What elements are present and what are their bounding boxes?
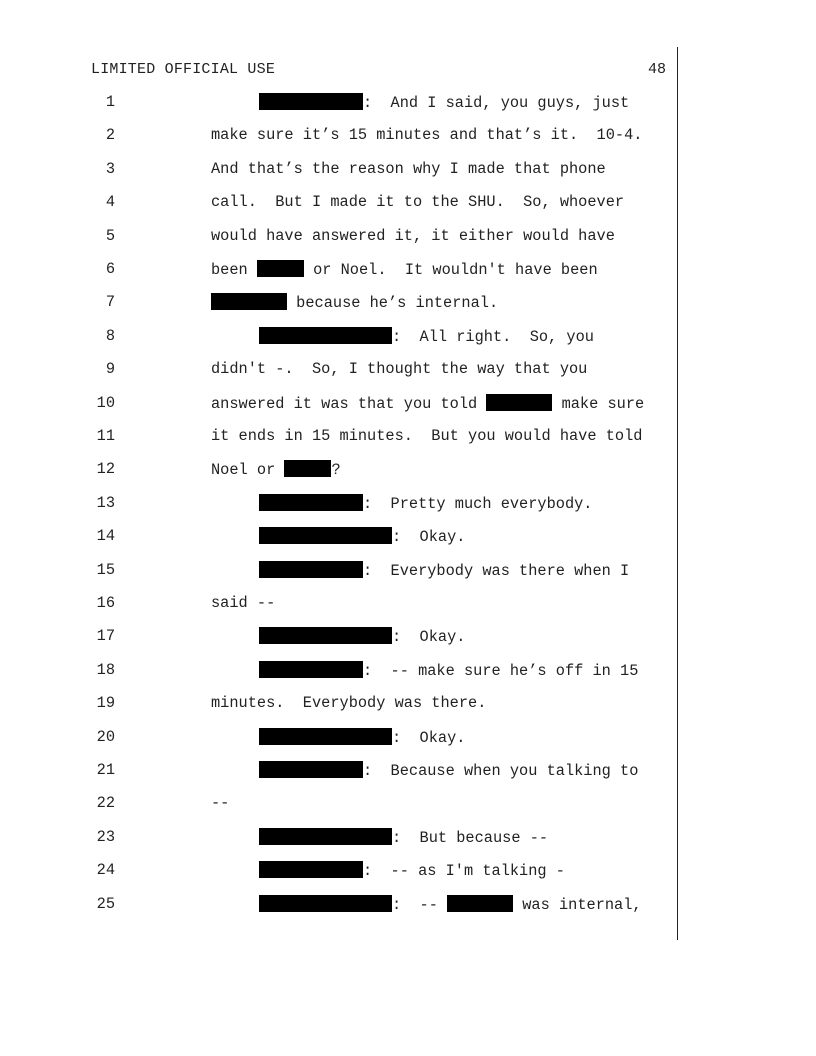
- text-segment: : -- make sure he’s off in 15: [363, 661, 639, 680]
- line-number: 24: [96, 861, 115, 880]
- line-text: [259, 494, 593, 513]
- transcript-line: [0, 460, 816, 482]
- text-segment: : Pretty much everybody.: [363, 494, 593, 513]
- line-text: [259, 627, 465, 646]
- transcript-line: [0, 895, 816, 917]
- redaction-block: [259, 761, 363, 778]
- redaction-block: [259, 627, 392, 644]
- text-segment: said --: [211, 594, 276, 612]
- line-number: 19: [96, 694, 115, 713]
- transcript-line: [0, 427, 816, 449]
- line-text: [259, 93, 629, 112]
- text-segment: it ends in 15 minutes. But you would have told: [211, 427, 643, 445]
- line-text: [211, 394, 644, 413]
- text-segment: : Okay.: [392, 528, 466, 547]
- line-text: [259, 327, 594, 346]
- text-segment: : --: [392, 895, 448, 914]
- line-number: 1: [105, 93, 115, 111]
- text-segment: : All right. So, you: [392, 327, 594, 346]
- transcript-line: [0, 227, 816, 249]
- transcript-line: [0, 527, 816, 549]
- text-segment: : Okay.: [392, 628, 466, 647]
- line-text: [211, 126, 642, 144]
- transcript-line: [0, 761, 816, 783]
- text-segment: was internal,: [513, 895, 642, 914]
- line-text: [211, 293, 498, 312]
- line-text: [259, 861, 565, 880]
- text-segment: : Because when you talking to: [363, 762, 639, 780]
- redaction-block: [486, 394, 552, 411]
- line-number: 14: [96, 527, 115, 546]
- transcript-line: [0, 93, 816, 115]
- text-segment: --: [211, 794, 230, 813]
- redaction-block: [259, 895, 392, 912]
- line-number: 16: [96, 594, 115, 612]
- line-text: [259, 661, 638, 680]
- line-text: [211, 794, 229, 812]
- transcript-line: [0, 193, 816, 215]
- text-segment: And that’s the reason why I made that phone: [211, 159, 606, 178]
- text-segment: been: [211, 261, 257, 279]
- line-text: [211, 694, 486, 712]
- text-segment: : And I said, you guys, just: [363, 94, 630, 112]
- line-text: [211, 460, 341, 479]
- text-segment: make sure it’s 15 minutes and that’s it. 10-4.: [211, 126, 643, 145]
- line-text: [211, 160, 606, 178]
- line-text: [211, 427, 642, 445]
- transcript-line: [0, 828, 816, 850]
- transcript-line: [0, 561, 816, 583]
- redaction-block: [259, 93, 363, 110]
- transcript-line: [0, 126, 816, 148]
- line-number: 12: [96, 460, 115, 479]
- text-segment: make sure: [552, 394, 645, 413]
- line-number: 8: [105, 326, 115, 345]
- line-number: 17: [96, 627, 115, 646]
- transcript-line: [0, 594, 816, 616]
- line-number: 18: [96, 660, 115, 679]
- line-number: 3: [105, 159, 115, 178]
- redaction-block: [447, 895, 513, 912]
- redaction-block: [284, 460, 331, 477]
- line-text: [211, 193, 624, 211]
- transcript-line: [0, 661, 816, 683]
- transcript-line: [0, 360, 816, 382]
- line-text: [259, 728, 465, 747]
- text-segment: minutes. Everybody was there.: [211, 694, 487, 713]
- redaction-block: [259, 661, 363, 678]
- transcript-line: [0, 293, 816, 315]
- text-segment: answered it was that you told: [211, 394, 487, 413]
- line-text: [259, 527, 465, 546]
- redaction-block: [211, 293, 287, 310]
- text-segment: didn't -. So, I thought the way that you: [211, 360, 588, 379]
- transcript-line: [0, 627, 816, 649]
- line-text: [211, 260, 598, 279]
- line-number: 22: [96, 794, 115, 813]
- redaction-block: [259, 494, 363, 511]
- text-segment: or Noel. It wouldn't have been: [303, 261, 598, 279]
- line-number: 10: [96, 393, 115, 412]
- transcript-line: [0, 394, 816, 416]
- line-number: 5: [105, 226, 115, 245]
- redaction-block: [259, 728, 392, 745]
- line-text: [259, 561, 629, 580]
- transcript-line: [0, 728, 816, 750]
- line-text: [211, 594, 275, 612]
- line-text: [259, 761, 638, 780]
- line-number: 21: [96, 761, 115, 779]
- line-number: 15: [96, 560, 115, 579]
- text-segment: : But because --: [392, 828, 549, 847]
- transcript-line: [0, 260, 816, 282]
- text-segment: ?: [331, 461, 341, 480]
- line-number: 25: [96, 894, 115, 913]
- transcript-line: [0, 694, 816, 716]
- line-number: 13: [96, 493, 115, 512]
- redaction-block: [259, 828, 392, 845]
- line-number: 7: [105, 293, 115, 312]
- redaction-block: [259, 861, 363, 878]
- line-number: 2: [105, 126, 115, 145]
- transcript-line: [0, 160, 816, 182]
- line-number: 9: [105, 360, 115, 379]
- text-segment: Noel or: [211, 461, 285, 480]
- line-number: 20: [96, 727, 115, 746]
- text-segment: : Everybody was there when I: [363, 561, 630, 580]
- line-text: [259, 895, 642, 914]
- transcript-line: [0, 861, 816, 883]
- line-number: 11: [96, 427, 115, 445]
- page-number: 48: [648, 61, 667, 78]
- text-segment: would have answered it, it either would have: [211, 226, 615, 245]
- redaction-block: [259, 327, 392, 344]
- transcript-line: [0, 327, 816, 349]
- page-header-classification: LIMITED OFFICIAL USE: [91, 61, 276, 78]
- text-segment: : Okay.: [392, 728, 466, 747]
- line-number: 23: [96, 827, 115, 846]
- transcript-line: [0, 794, 816, 816]
- text-segment: call. But I made it to the SHU. So, whoever: [211, 193, 625, 212]
- line-text: [211, 360, 587, 378]
- text-segment: : -- as I'm talking -: [363, 862, 565, 881]
- line-number: 6: [105, 260, 115, 278]
- redaction-block: [257, 260, 304, 277]
- transcript-line: [0, 494, 816, 516]
- text-segment: because he’s internal.: [287, 294, 499, 313]
- line-number: 4: [105, 193, 115, 212]
- redaction-block: [259, 561, 363, 578]
- redaction-block: [259, 527, 392, 544]
- line-text: [259, 828, 548, 847]
- line-text: [211, 227, 615, 245]
